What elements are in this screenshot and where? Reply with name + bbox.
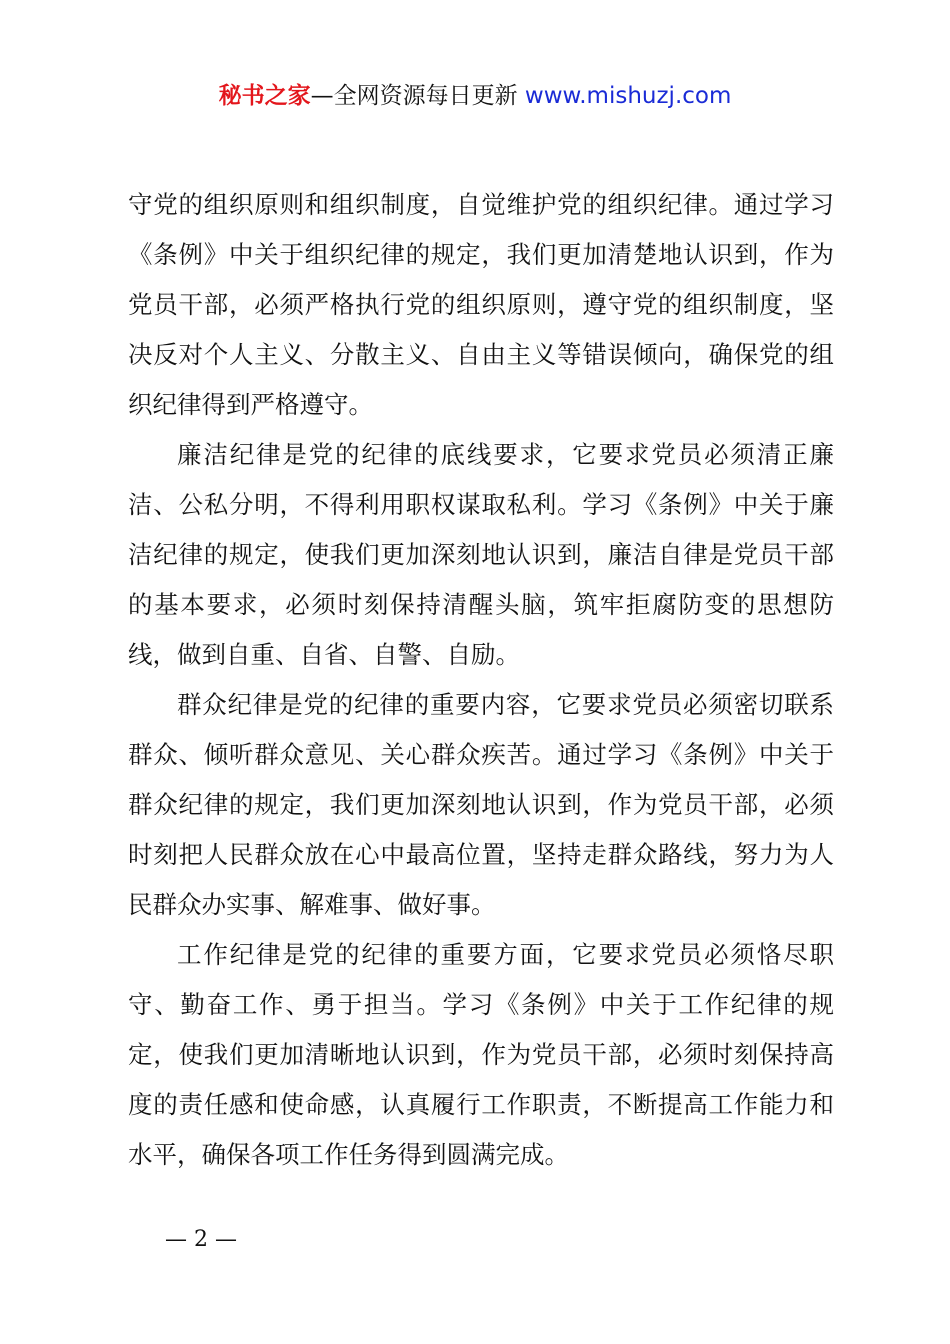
site-tagline: —全网资源每日更新 (310, 83, 518, 109)
paragraph-work-discipline: 工作纪律是党的纪律的重要方面，它要求党员必须恪尽职守、勤奋工作、勇于担当。学习《条例》中关于工作纪律的规定，使我们更加清晰地认识到，作为党员干部，必须时刻保持高度的责任感和使命感，认真履行工作职责，不断提高工作能力和水平，确保各项工作任务得到圆满完成。 (128, 940, 834, 1169)
page-number: — 2 — (165, 1227, 237, 1252)
page-header (0, 80, 950, 112)
site-url-link[interactable]: www.mishuzj.com (524, 83, 732, 109)
paragraph-continued: 守党的组织原则和组织制度，自觉维护党的组织纪律。通过学习《条例》中关于组织纪律的规定，我们更加清楚地认识到，作为党员干部，必须严格执行党的组织原则，遵守党的组织制度，坚决反对个人主义、分散主义、自由主义等错误倾向，确保党的组织纪律得到严格遵守。 (128, 190, 834, 419)
paragraph-mass-discipline: 群众纪律是党的纪律的重要内容，它要求党员必须密切联系群众、倾听群众意见、关心群众疾苦。通过学习《条例》中关于群众纪律的规定，我们更加深刻地认识到，作为党员干部，必须时刻把人民群众放在心中最高位置，坚持走群众路线，努力为人民群众办实事、解难事、做好事。 (128, 690, 834, 919)
paragraph-integrity-discipline: 廉洁纪律是党的纪律的底线要求，它要求党员必须清正廉洁、公私分明，不得利用职权谋取私利。学习《条例》中关于廉洁纪律的规定，使我们更加深刻地认识到，廉洁自律是党员干部的基本要求，必须时刻保持清醒头脑，筑牢拒腐防变的思想防线，做到自重、自省、自警、自励。 (128, 440, 834, 669)
document-body (128, 180, 834, 1180)
site-brand: 秘书之家 (218, 83, 311, 109)
